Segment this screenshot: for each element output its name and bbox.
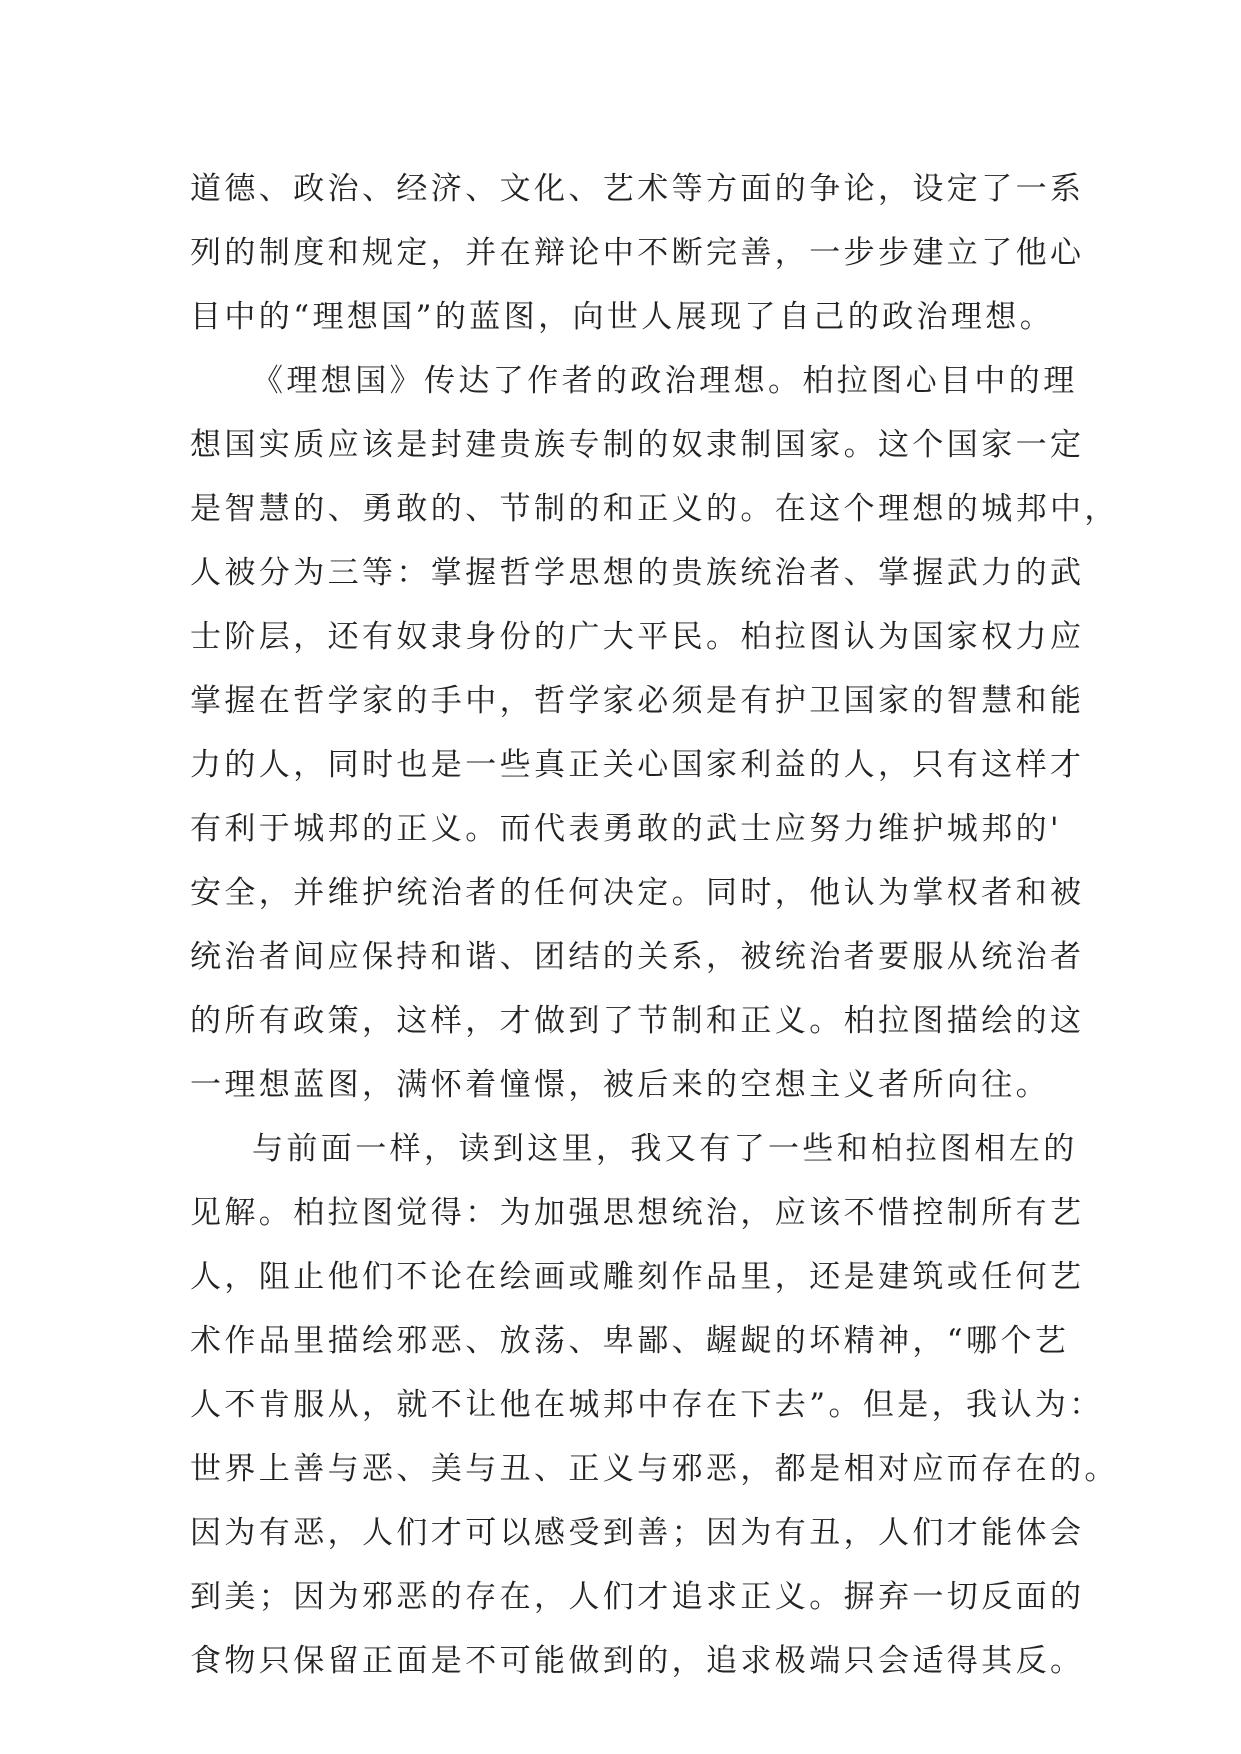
text-line: 到美；因为邪恶的存在，人们才追求正义。摒弃一切反面的: [190, 1579, 1085, 1615]
body-text: [190, 157, 1119, 1693]
paragraph-first-line: 与前面一样，读到这里，我又有了一些和柏拉图相左的: [252, 1131, 1078, 1167]
text-line: 是智慧的、勇敢的、节制的和正义的。在这个理想的城邦中，: [190, 491, 1119, 527]
text-line: 术作品里描绘邪恶、放荡、卑鄙、龌龊的坏精神，“哪个艺: [190, 1323, 1070, 1359]
text-line: 安全，并维护统治者的任何决定。同时，他认为掌权者和被: [190, 875, 1085, 911]
text-line: 世界上善与恶、美与丑、正义与邪恶，都是相对应而存在的。: [190, 1451, 1119, 1487]
text-line: 因为有恶，人们才可以感受到善；因为有丑，人们才能体会: [190, 1515, 1085, 1551]
text-line: 一理想蓝图，满怀着憧憬，被后来的空想主义者所向往。: [190, 1067, 1050, 1103]
text-line: 食物只保留正面是不可能做到的，追求极端只会适得其反。: [190, 1643, 1085, 1679]
text-line: 有利于城邦的正义。而代表勇敢的武士应努力维护城邦的': [190, 811, 1062, 847]
text-line: 掌握在哲学家的手中，哲学家必须是有护卫国家的智慧和能: [190, 683, 1085, 719]
text-line: 力的人，同时也是一些真正关心国家利益的人，只有这样才: [190, 747, 1085, 783]
text-line: 道德、政治、经济、文化、艺术等方面的争论，设定了一系: [190, 171, 1085, 207]
text-line: 士阶层，还有奴隶身份的广大平民。柏拉图认为国家权力应: [190, 619, 1085, 655]
text-line: 想国实质应该是封建贵族专制的奴隶制国家。这个国家一定: [190, 427, 1085, 463]
text-line: 人被分为三等：掌握哲学思想的贵族统治者、掌握武力的武: [190, 555, 1085, 591]
text-line: 统治者间应保持和谐、团结的关系，被统治者要服从统治者: [190, 939, 1085, 975]
text-line: 目中的“理想国”的蓝图，向世人展现了自己的政治理想。: [190, 299, 1055, 335]
text-line: 的所有政策，这样，才做到了节制和正义。柏拉图描绘的这: [190, 1003, 1085, 1039]
text-line: 见解。柏拉图觉得：为加强思想统治，应该不惜控制所有艺: [190, 1195, 1085, 1231]
paragraph-first-line: 《理想国》传达了作者的政治理想。柏拉图心目中的理: [252, 363, 1078, 399]
text-line: 列的制度和规定，并在辩论中不断完善，一步步建立了他心: [190, 235, 1085, 271]
text-line: 人，阻止他们不论在绘画或雕刻作品里，还是建筑或任何艺: [190, 1259, 1085, 1295]
text-line: 人不肯服从，就不让他在城邦中存在下去”。但是，我认为：: [190, 1387, 1104, 1423]
